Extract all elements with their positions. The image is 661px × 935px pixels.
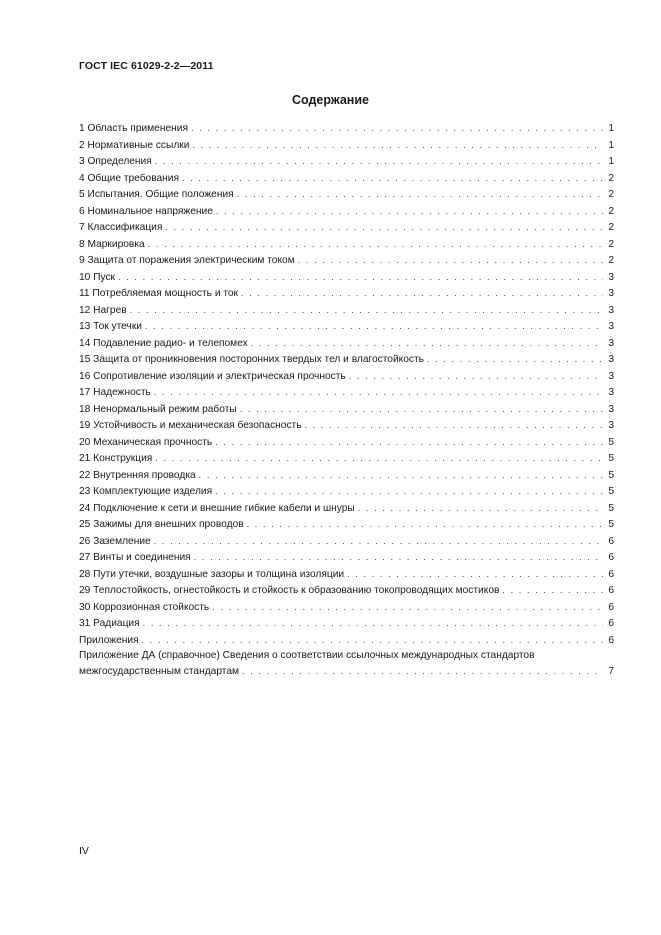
toc-entry-page: 3: [608, 420, 614, 431]
toc-entry-label: 2 Нормативные ссылки: [79, 139, 190, 151]
toc-entry[interactable]: [79, 549, 614, 566]
toc-appendix-entry[interactable]: [79, 648, 614, 663]
toc-entry[interactable]: [79, 170, 614, 187]
toc-entry-page: 1: [608, 123, 614, 134]
toc-entry-label: 11 Потребляемая мощность и ток: [79, 288, 239, 299]
toc-entry[interactable]: [79, 186, 614, 203]
toc-entry-page: 2: [608, 222, 614, 233]
toc-entry-page: 3: [608, 337, 614, 349]
toc-leader-dots: [165, 219, 603, 236]
toc-leader-dots: [502, 582, 603, 599]
toc-entry-label: 13 Ток утечки: [79, 321, 142, 332]
toc-entry[interactable]: [79, 269, 614, 286]
toc-appendix-page: 7: [608, 666, 614, 677]
toc-entry-label: 12 Нагрев: [79, 304, 127, 316]
toc-entry-label: 3 Определения: [79, 156, 152, 167]
toc-entry[interactable]: [79, 615, 614, 632]
toc-leader-dots: [154, 384, 603, 401]
toc-leader-dots: [130, 302, 603, 319]
toc-leader-dots: [358, 500, 603, 517]
toc-entry[interactable]: [79, 384, 614, 401]
toc-appendix-label-line1: Приложение ДА (справочное) Сведения о соответствии ссылочных международных стандартов: [79, 650, 535, 661]
toc-title: Содержание: [291, 93, 369, 107]
toc-entry-label: 10 Пуск: [79, 271, 116, 283]
toc-entry-label: 29 Теплостойкость, огнестойкость и стойкость к образованию токопроводящих мостиков: [79, 585, 500, 596]
toc-leader-dots: [212, 599, 603, 616]
toc-entry-label: 8 Маркировка: [79, 238, 145, 250]
toc-leader-dots: [242, 663, 603, 680]
toc-entry-page: 1: [608, 139, 614, 151]
toc-entry-page: 6: [608, 585, 614, 596]
page-number: IV: [79, 845, 89, 857]
toc-leader-dots: [199, 467, 603, 484]
toc-entry[interactable]: [79, 533, 614, 550]
toc-leader-dots: [155, 450, 603, 467]
toc-entry[interactable]: [79, 467, 614, 484]
toc-leader-dots: [118, 269, 603, 286]
toc-leader-dots: [216, 203, 603, 220]
toc-entry[interactable]: [79, 516, 614, 533]
toc-entry[interactable]: [79, 450, 614, 467]
toc-entry-label: 28 Пути утечки, воздушные зазоры и толщина изоляции: [79, 568, 345, 580]
toc-entry-page: 5: [608, 453, 614, 464]
toc-entry-label: Приложения: [79, 634, 139, 646]
toc-leader-dots: [191, 120, 603, 137]
toc-entry[interactable]: [79, 285, 614, 302]
toc-leader-dots: [298, 252, 603, 269]
toc-entry[interactable]: [79, 318, 614, 335]
toc-leader-dots: [192, 137, 603, 154]
toc-entry-label: 16 Сопротивление изоляции и электрическая прочность: [79, 370, 346, 382]
toc-entry-label: 5 Испытания. Общие положения: [79, 189, 234, 200]
toc-entry[interactable]: [79, 236, 614, 253]
toc-entry[interactable]: [79, 401, 614, 418]
toc-entry-label: 25 Зажимы для внешних проводов: [79, 519, 244, 530]
toc-leader-dots: [215, 434, 603, 451]
toc-entry[interactable]: [79, 219, 614, 236]
toc-leader-dots: [145, 318, 603, 335]
toc-entry-page: 5: [608, 469, 614, 481]
toc-entry-label: 30 Коррозионная стойкость: [79, 601, 210, 613]
table-of-contents: [79, 120, 614, 680]
toc-leader-dots: [349, 368, 603, 385]
toc-leader-dots: [247, 516, 603, 533]
toc-leader-dots: [148, 236, 603, 253]
toc-entry[interactable]: [79, 434, 614, 451]
toc-leader-dots: [347, 566, 603, 583]
toc-entry-label: 6 Номинальное напряжение: [79, 205, 213, 217]
toc-entry-page: 3: [608, 271, 614, 283]
toc-entry[interactable]: [79, 566, 614, 583]
toc-entry-page: 6: [608, 601, 614, 613]
toc-entry[interactable]: [79, 483, 614, 500]
toc-leader-dots: [194, 549, 603, 566]
toc-entry-page: 3: [608, 370, 614, 382]
toc-entry-page: 6: [608, 552, 614, 563]
toc-entry-label: 22 Внутренняя проводка: [79, 469, 196, 481]
toc-entry[interactable]: [79, 203, 614, 220]
toc-entry-label: 14 Подавление радио- и телепомех: [79, 337, 248, 349]
toc-entry-label: 24 Подключение к сети и внешние гибкие кабели и шнуры: [79, 502, 355, 514]
toc-entry-page: 2: [608, 238, 614, 250]
toc-entry[interactable]: [79, 351, 614, 368]
toc-entry-page: 5: [608, 486, 614, 497]
toc-leader-dots: [154, 533, 603, 550]
toc-leader-dots: [237, 186, 603, 203]
toc-entry[interactable]: [79, 582, 614, 599]
toc-entry-page: 6: [608, 634, 614, 646]
toc-leader-dots: [241, 285, 603, 302]
toc-entry-page: 2: [608, 205, 614, 217]
toc-entry-label: 19 Устойчивость и механическая безопасность: [79, 420, 302, 431]
toc-entry-label: 26 Заземление: [79, 535, 151, 547]
toc-entry-page: 6: [608, 618, 614, 629]
toc-entry-label: 1 Область применения: [79, 123, 188, 134]
toc-entry-page: 3: [608, 403, 614, 415]
toc-entry-page: 5: [608, 502, 614, 514]
toc-entry-label: 15 Защита от проникновения посторонних твердых тел и влагостойкость: [79, 354, 424, 365]
document-header: ГОСТ IEC 61029-2-2—2011: [79, 60, 214, 72]
toc-entry[interactable]: [79, 599, 614, 616]
toc-leader-dots: [215, 483, 603, 500]
toc-entry-page: 3: [608, 288, 614, 299]
toc-entry[interactable]: [79, 252, 614, 269]
toc-leader-dots: [427, 351, 603, 368]
toc-entry-page: 2: [608, 255, 614, 266]
toc-leader-dots: [143, 615, 603, 632]
toc-entry-label: 20 Механическая прочность: [79, 436, 213, 448]
toc-entry[interactable]: [79, 368, 614, 385]
toc-entry[interactable]: [79, 335, 614, 352]
toc-leader-dots: [142, 632, 603, 649]
toc-entry[interactable]: [79, 153, 614, 170]
toc-entry-page: 5: [608, 519, 614, 530]
toc-entry[interactable]: [79, 137, 614, 154]
toc-entry-page: 3: [608, 354, 614, 365]
toc-entry-page: 2: [608, 172, 614, 184]
toc-entry[interactable]: [79, 120, 614, 137]
toc-entry-page: 3: [608, 387, 614, 398]
toc-leader-dots: [155, 153, 603, 170]
toc-entry-page: 6: [608, 568, 614, 580]
toc-entry-label: 18 Ненормальный режим работы: [79, 403, 237, 415]
toc-entry-label: 31 Радиация: [79, 618, 140, 629]
toc-entry-page: 5: [608, 436, 614, 448]
toc-leader-dots: [305, 417, 603, 434]
toc-entry-page: 6: [608, 535, 614, 547]
toc-entry-page: 3: [608, 304, 614, 316]
toc-appendix-entry-continuation[interactable]: [79, 663, 614, 680]
toc-leader-dots: [251, 335, 603, 352]
toc-appendix-label-line2: межгосударственным стандартам: [79, 666, 239, 677]
toc-entry-label: 23 Комплектующие изделия: [79, 486, 213, 497]
toc-entry-page: 3: [608, 321, 614, 332]
toc-entry-label: 7 Классификация: [79, 222, 163, 233]
toc-entry[interactable]: [79, 632, 614, 649]
toc-entry-label: 21 Конструкция: [79, 453, 153, 464]
toc-leader-dots: [240, 401, 603, 418]
toc-entry[interactable]: [79, 302, 614, 319]
toc-entry-label: 4 Общие требования: [79, 172, 180, 184]
toc-entry-page: 1: [608, 156, 614, 167]
toc-entry-label: 9 Защита от поражения электрическим током: [79, 255, 295, 266]
toc-entry[interactable]: [79, 500, 614, 517]
toc-entry-page: 2: [608, 189, 614, 200]
toc-entry-label: 17 Надежность: [79, 387, 151, 398]
toc-entry[interactable]: [79, 417, 614, 434]
toc-entry-label: 27 Винты и соединения: [79, 552, 191, 563]
toc-leader-dots: [182, 170, 603, 187]
